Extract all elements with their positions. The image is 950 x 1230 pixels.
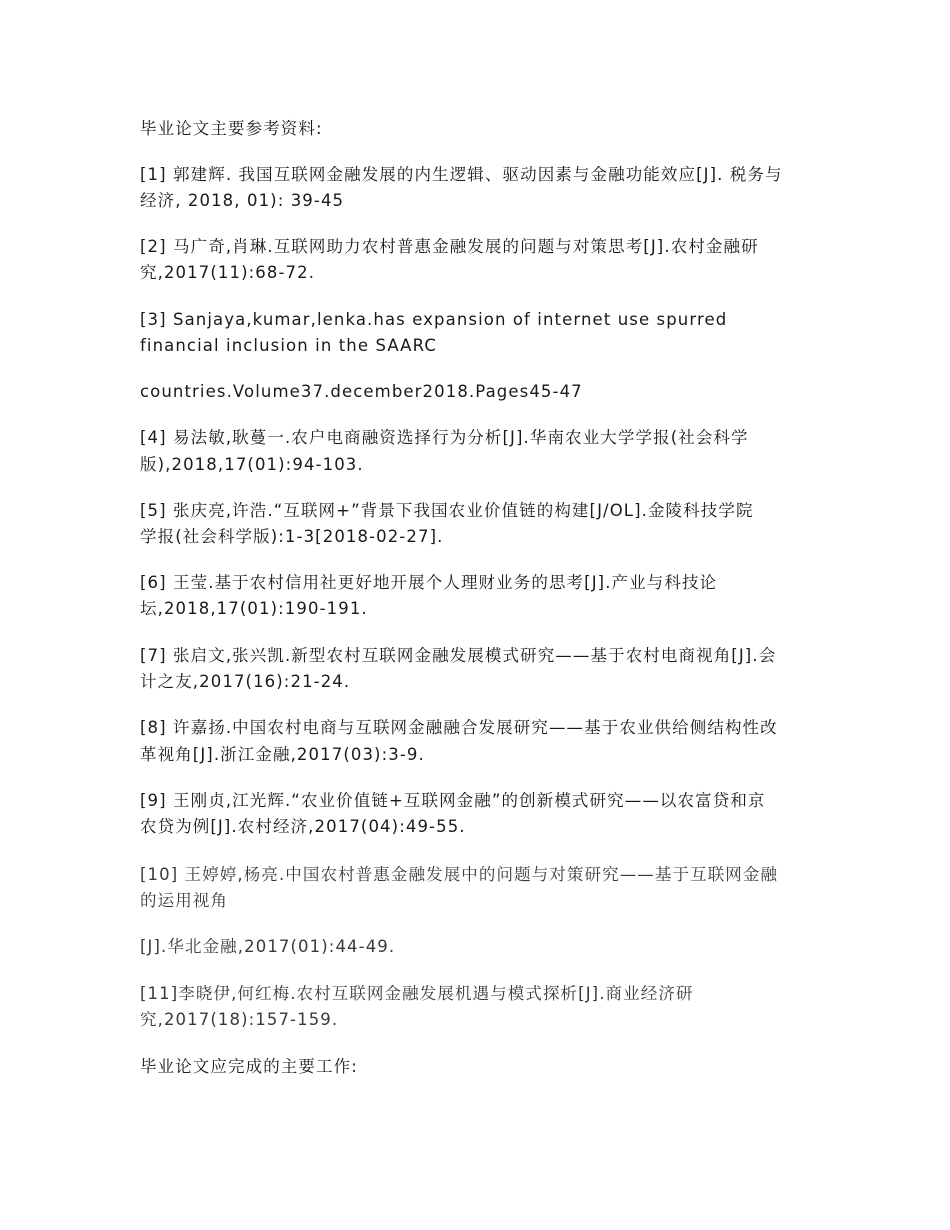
reference-9-line-1: [9] 王刚贞,江光辉.“农业价值链+互联网金融”的创新模式研究——以农富贷和京: [140, 791, 766, 810]
reference-5-line-1: [5] 张庆亮,许浩.“互联网+”背景下我国农业价值链的构建[J/OL].金陵科技学院: [140, 501, 754, 520]
reference-2-line-2: 究,2017(11):68-72.: [140, 263, 316, 282]
reference-7-line-2: 计之友,2017(16):21-24.: [140, 672, 351, 691]
reference-6-line-1: [6] 王莹.基于农村信用社更好地开展个人理财业务的思考[J].产业与科技论: [140, 573, 718, 592]
section-heading-references: 毕业论文主要参考资料:: [140, 119, 323, 138]
reference-1-line-1: [1] 郭建辉. 我国互联网金融发展的内生逻辑、驱动因素与金融功能效应[J]. 税务与: [140, 165, 783, 184]
reference-8-line-2: 革视角[J].浙江金融,2017(03):3-9.: [140, 745, 425, 764]
reference-3-line-2: financial inclusion in the SAARC: [140, 336, 437, 355]
reference-11-line-1: [11]李晓伊,何红梅.农村互联网金融发展机遇与模式探析[J].商业经济研: [140, 984, 694, 1003]
reference-11-line-2: 究,2017(18):157-159.: [140, 1010, 339, 1029]
section-heading-main-work: 毕业论文应完成的主要工作:: [140, 1057, 358, 1076]
reference-1-line-2: 经济, 2018, 01): 39-45: [140, 191, 345, 210]
reference-10-line-1: [10] 王婷婷,杨亮.中国农村普惠金融发展中的问题与对策研究——基于互联网金融: [140, 865, 779, 884]
reference-5-line-2: 学报(社会科学版):1-3[2018-02-27].: [140, 527, 444, 546]
reference-10-line-2: 的运用视角: [140, 891, 228, 910]
reference-10-line-3: [J].华北金融,2017(01):44-49.: [140, 937, 396, 956]
reference-8-line-1: [8] 许嘉扬.中国农村电商与互联网金融融合发展研究——基于农业供给侧结构性改: [140, 718, 778, 737]
reference-3-line-3: countries.Volume37.december2018.Pages45-47: [140, 382, 583, 401]
reference-9-line-2: 农贷为例[J].农村经济,2017(04):49-55.: [140, 817, 466, 836]
reference-3-line-1: [3] Sanjaya,kumar,lenka.has expansion of internet use spurred: [140, 310, 728, 329]
reference-4-line-2: 版),2018,17(01):94-103.: [140, 455, 364, 474]
reference-2-line-1: [2] 马广奇,肖琳.互联网助力农村普惠金融发展的问题与对策思考[J].农村金融研: [140, 237, 759, 256]
reference-4-line-1: [4] 易法敏,耿蔓一.农户电商融资选择行为分析[J].华南农业大学学报(社会科学: [140, 428, 749, 447]
reference-7-line-1: [7] 张启文,张兴凯.新型农村互联网金融发展模式研究——基于农村电商视角[J].会: [140, 646, 777, 665]
reference-6-line-2: 坛,2018,17(01):190-191.: [140, 599, 368, 618]
